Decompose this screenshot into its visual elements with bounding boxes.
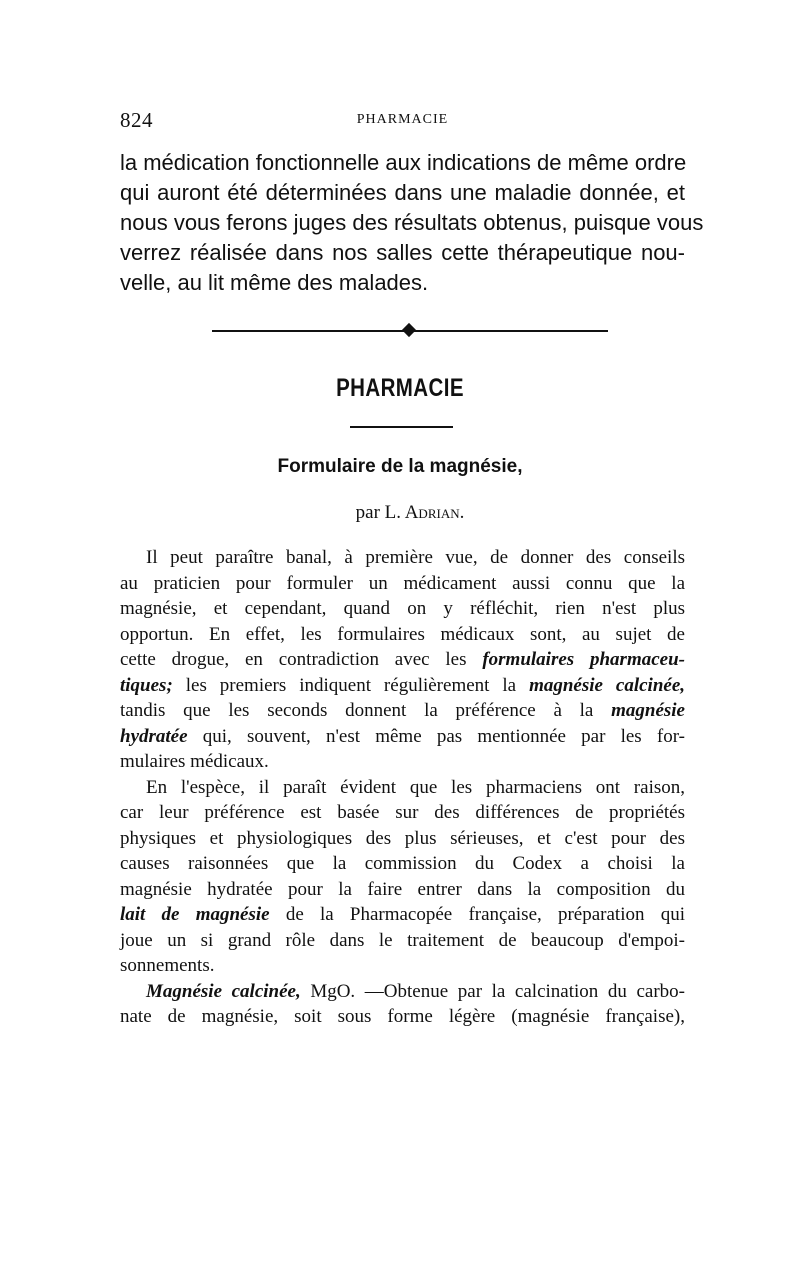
paragraph-line: causes raisonnées que la commission du Codex a choisi la [120, 853, 685, 874]
article-body [120, 545, 685, 1030]
intro-line: nous vous ferons juges des résultats obtenus, puisque vous [120, 210, 704, 235]
paragraph-line: au praticien pour formuler un médicament aussi connu que la [120, 572, 685, 594]
heading-underline-rule [350, 426, 453, 428]
byline-author: L. Adrian. [384, 502, 465, 523]
text-run: les premiers indiquent régulièrement la [172, 674, 530, 696]
paragraph-line: nate de magnésie, soit sous forme légère (magnésie française), [120, 1006, 685, 1027]
italic-text-run: formulaires pharmaceu- [482, 649, 685, 670]
paragraph-line: car leur préférence est basée sur des différences de propriétés [120, 802, 685, 823]
running-head [120, 108, 685, 136]
paragraph-line: physiques et physiologiques des plus sérieuses, et c'est pour des [120, 827, 685, 849]
text-run: MgO. —Obtenue par la calcination du carbo- [300, 980, 686, 1002]
paragraph-line [120, 673, 685, 699]
text-run: de la Pharmacopée française, préparation qui [269, 904, 685, 925]
paragraph-line [120, 647, 685, 673]
italic-text-run: Magnésie calcinée, [146, 980, 301, 1002]
intro-line: la médication fonctionnelle aux indications de même ordre [120, 150, 687, 175]
text-run: cette drogue, en contradiction avec les [120, 649, 483, 670]
separator-diamond-ornament [402, 323, 416, 337]
paragraph-line: magnésie, et cependant, quand on y réfléchit, rien n'est plus [120, 598, 685, 619]
paragraph-line [120, 902, 685, 928]
section-heading: PHARMACIE [336, 374, 464, 402]
italic-text-run: magnésie [611, 700, 685, 721]
paragraph-line: mulaires médicaux. [120, 751, 269, 772]
paragraph-line: magnésie hydratée pour la faire entrer dans la composition du [120, 878, 685, 900]
text-run: qui, souvent, n'est même pas mentionnée par les for- [187, 725, 685, 747]
page-number: 824 [120, 108, 153, 132]
italic-text-run: lait de magnésie [120, 904, 270, 925]
paragraph-line: opportun. En effet, les formulaires médicaux sont, au sujet de [120, 623, 685, 645]
italic-text-run: hydratée [120, 725, 188, 747]
paragraph-line: joue un si grand rôle dans le traitement de beaucoup d'empoi- [120, 929, 685, 951]
intro-line: qui auront été déterminées dans une maladie donnée, et [120, 180, 685, 205]
paragraph-line [120, 979, 685, 1005]
paragraph-line: sonnements. [120, 955, 215, 976]
italic-text-run: tiques; [120, 674, 173, 696]
text-run: tandis que les seconds donnent la préférence à la [120, 700, 612, 721]
paragraph-line: Il peut paraître banal, à première vue, de donner des conseils [146, 547, 685, 568]
paragraph-line [120, 724, 685, 750]
running-title: PHARMACIE [356, 112, 449, 127]
article-title: Formulaire de la magnésie, [277, 456, 523, 477]
intro-line: verrez réalisée dans nos salles cette thérapeutique nou- [120, 240, 685, 265]
paragraph-line [120, 698, 685, 724]
italic-text-run: magnésie calcinée, [529, 674, 686, 696]
byline [0, 502, 800, 524]
paragraph-line: En l'espèce, il paraît évident que les pharmaciens ont raison, [146, 776, 685, 798]
intro-line: velle, au lit même des malades. [120, 270, 429, 295]
intro-paragraph [120, 148, 704, 298]
byline-prefix: par [355, 502, 380, 523]
